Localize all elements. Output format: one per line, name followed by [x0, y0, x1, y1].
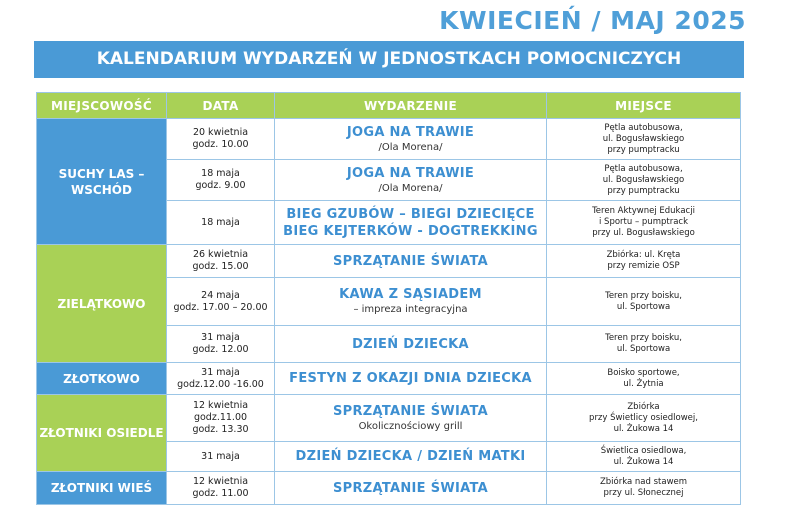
location-line: przy Świetlicy osiedlowej, [589, 412, 698, 423]
event-cell [275, 363, 547, 395]
location-line: ul. Żytnia [623, 378, 664, 389]
place-cell: SUCHY LAS – WSCHÓD [37, 119, 167, 245]
place-cell: ZŁOTNIKI OSIEDLE [37, 395, 167, 472]
location-line: ul. Żukowa 14 [613, 456, 674, 467]
location-cell [547, 442, 741, 472]
date-line: 18 maja [201, 216, 240, 228]
location-cell [547, 326, 741, 363]
event-title: JOGA NA TRAWIE [346, 124, 475, 140]
period-title: KWIECIEŃ / MAJ 2025 [439, 6, 746, 35]
table-row [37, 119, 741, 160]
event-cell [275, 442, 547, 472]
date-cell [167, 363, 275, 395]
column-header-date: DATA [167, 93, 275, 119]
date-line: 12 kwietnia [192, 400, 249, 411]
location-line: Teren przy boisku, [605, 333, 682, 343]
event-title: SPRZĄTANIE ŚWIATA [332, 403, 489, 419]
location-line: przy remizie OSP [607, 261, 680, 271]
location-cell [547, 160, 741, 201]
date-line: godz. 12.00 [192, 344, 249, 355]
location-line: ul. Sportowa [616, 344, 671, 354]
date-line: godz.12.00 -16.00 [177, 378, 264, 390]
location-cell [547, 363, 741, 395]
location-line: Zbiórka nad stawem [599, 477, 688, 487]
location-line: Pętla autobusowa, [604, 122, 683, 133]
date-line: godz.11.00 [193, 412, 248, 423]
location-cell [547, 278, 741, 326]
date-line: 12 kwietnia [192, 476, 249, 487]
location-line: przy pumptracku [607, 144, 680, 155]
location-line: Zbiórka [627, 401, 660, 412]
location-line: ul. Bogusławskiego [602, 133, 685, 144]
event-title: FESTYN Z OKAZJI DNIA DZIECKA [289, 371, 532, 386]
date-cell [167, 326, 275, 363]
place-cell: ZŁOTKOWO [37, 363, 167, 395]
date-cell [167, 245, 275, 278]
event-cell [275, 119, 547, 160]
date-line: 24 maja [201, 289, 240, 301]
location-line: Pętla autobusowa, [604, 163, 683, 174]
location-line: ul. Sportowa [616, 301, 671, 312]
location-line: i Sportu – pumptrack [598, 217, 688, 227]
location-cell [547, 201, 741, 245]
location-line: przy ul. Słonecznej [603, 488, 684, 498]
table-row [37, 363, 741, 395]
date-line: 31 maja [201, 366, 240, 378]
event-title: KAWA Z SĄSIADEM [339, 287, 482, 302]
event-cell [275, 160, 547, 201]
event-title: DZIEŃ DZIECKA [352, 336, 469, 352]
event-subtitle: /Ola Morena/ [378, 141, 443, 153]
event-title: SPRZĄTANIE ŚWIATA [332, 480, 489, 496]
location-line: ul. Bogusławskiego [602, 174, 685, 185]
date-cell [167, 278, 275, 326]
place-cell: ZŁOTNIKI WIEŚ [37, 472, 167, 505]
table-row [37, 395, 741, 442]
location-cell [547, 395, 741, 442]
event-title: JOGA NA TRAWIE [346, 165, 475, 181]
event-cell [275, 201, 547, 245]
date-line: godz. 13.30 [192, 424, 249, 435]
date-line: 18 maja [201, 168, 240, 179]
column-header-location: MIEJSCE [547, 93, 741, 119]
event-subtitle: Okolicznościowy grill [358, 420, 463, 432]
date-line: 31 maja [201, 450, 240, 462]
event-title: BIEG GZUBÓW – BIEGI DZIECIĘCE [286, 206, 535, 222]
date-line: godz. 17.00 – 20.00 [173, 301, 268, 313]
column-header-place: MIEJSCOWOŚĆ [37, 93, 167, 119]
event-cell [275, 278, 547, 326]
location-line: Świetlica osiedlowa, [600, 445, 687, 456]
events-table [36, 92, 741, 505]
location-line: Teren przy boisku, [605, 290, 682, 301]
event-title: BIEG KEJTERKÓW - DOGTREKKING [283, 223, 538, 239]
date-line: godz. 10.00 [192, 139, 249, 150]
location-line: Zbiórka: ul. Kręta [606, 250, 681, 260]
location-cell [547, 472, 741, 505]
date-line: godz. 9.00 [195, 180, 246, 191]
date-line: 26 kwietnia [192, 249, 249, 260]
location-line: Teren Aktywnej Edukacji [592, 206, 695, 216]
date-line: 31 maja [201, 332, 240, 343]
event-subtitle: – impreza integracyjna [353, 304, 468, 315]
event-cell [275, 245, 547, 278]
location-line: ul. Żukowa 14 [613, 423, 674, 434]
place-cell: ZIELĄTKOWO [37, 245, 167, 363]
date-line: godz. 11.00 [192, 488, 249, 499]
date-cell [167, 119, 275, 160]
table-body [37, 119, 741, 505]
table-row [37, 472, 741, 505]
table-header-row [37, 93, 741, 119]
event-cell [275, 395, 547, 442]
location-line: przy ul. Bogusławskiego [592, 228, 695, 238]
location-cell [547, 119, 741, 160]
date-cell [167, 442, 275, 472]
date-line: 20 kwietnia [192, 127, 249, 138]
date-cell [167, 160, 275, 201]
date-cell [167, 395, 275, 442]
date-cell [167, 472, 275, 505]
event-subtitle: /Ola Morena/ [378, 182, 443, 194]
event-cell [275, 326, 547, 363]
event-title: DZIEŃ DZIECKA / DZIEŃ MATKI [295, 449, 526, 464]
date-line: godz. 15.00 [192, 261, 249, 272]
date-cell [167, 201, 275, 245]
title-banner [34, 41, 744, 78]
location-line: Boisko sportowe, [607, 367, 680, 378]
calendar-title: KALENDARIUM WYDARZEŃ W JEDNOSTKACH POMOCNICZYCH [96, 49, 682, 69]
column-header-event: WYDARZENIE [275, 93, 547, 119]
location-line: przy pumptracku [607, 185, 680, 196]
event-cell [275, 472, 547, 505]
location-cell [547, 245, 741, 278]
table-row [37, 245, 741, 278]
event-title: SPRZĄTANIE ŚWIATA [332, 253, 489, 269]
